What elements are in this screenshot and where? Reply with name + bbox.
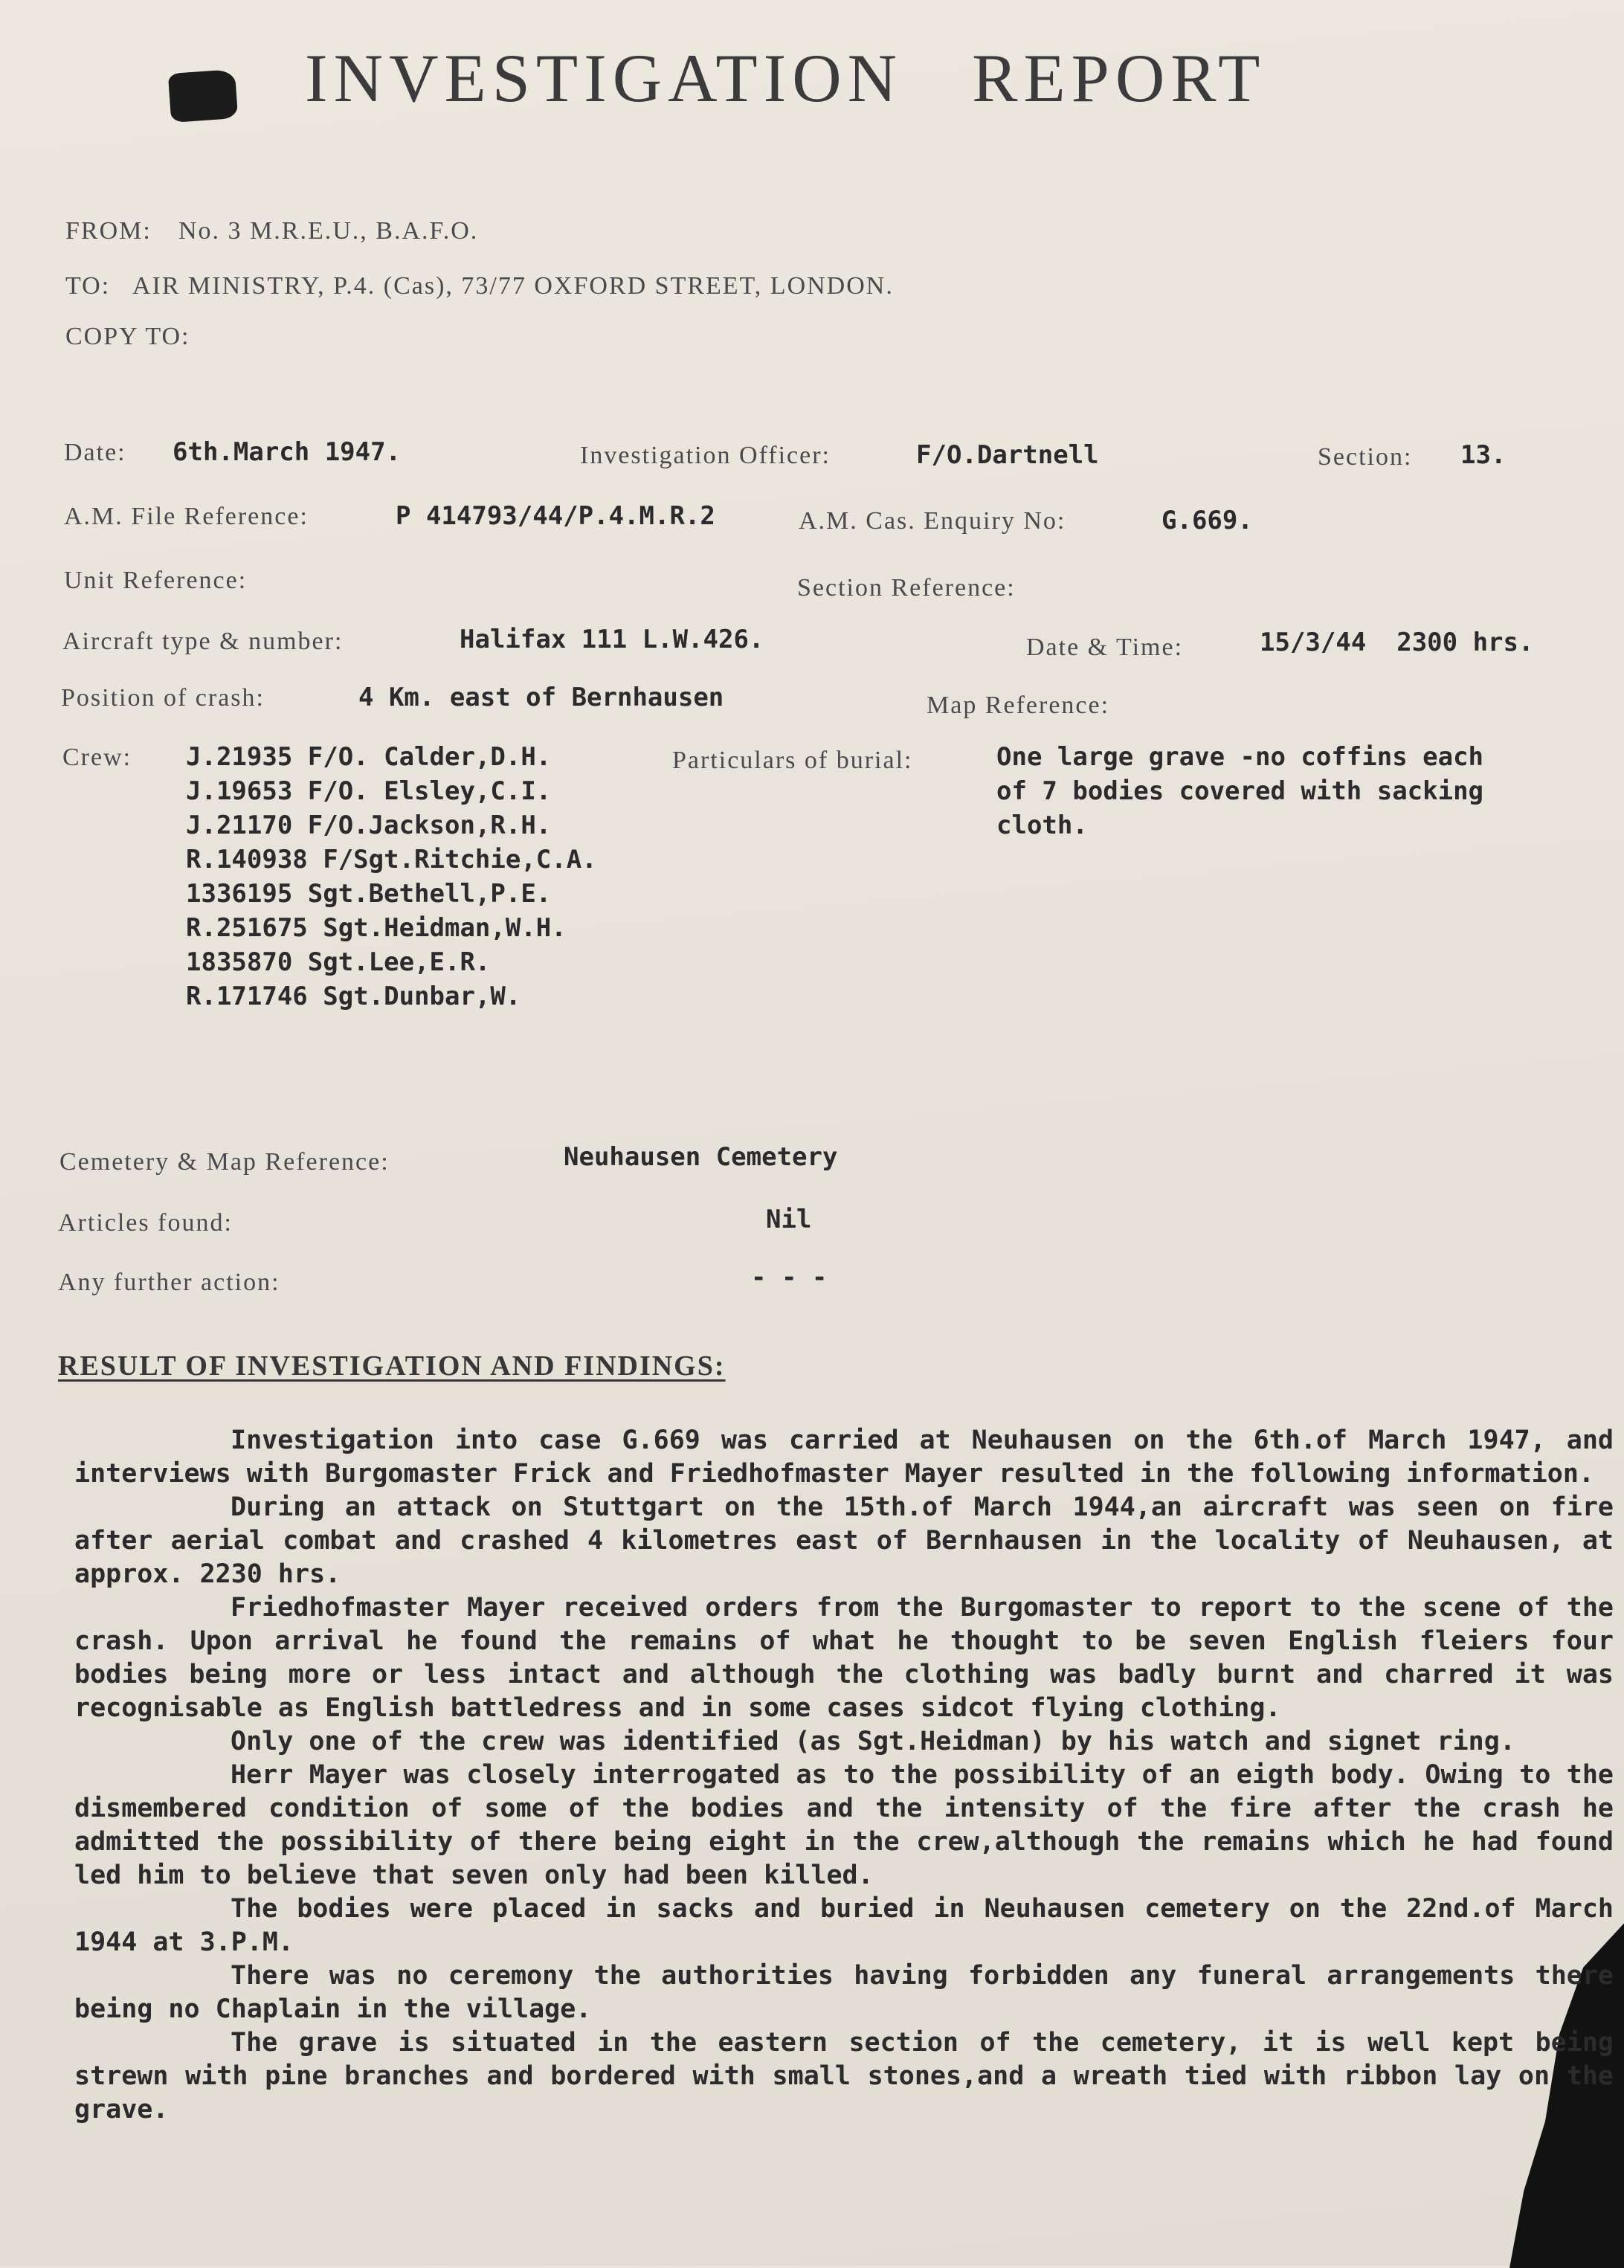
crew-member: R.171746 Sgt.Dunbar,W. [186, 982, 521, 1011]
aircraft-label: Aircraft type & number: [62, 628, 344, 655]
map-reference-label: Map Reference: [927, 692, 1110, 719]
crew-member: 1835870 Sgt.Lee,E.R. [186, 947, 491, 977]
findings-body [74, 1424, 1614, 2127]
am-cas-enquiry-value: G.669. [1161, 506, 1253, 535]
cemetery-reference-label: Cemetery & Map Reference: [59, 1148, 390, 1176]
aircraft-value: Halifax 111 L.W.426. [460, 625, 764, 654]
findings-paragraph: The bodies were placed in sacks and buried in Neuhausen cemetery on the 22nd.of March 1944 at 3.P.M. [74, 1894, 1614, 1957]
copy-to-label: COPY TO: [65, 323, 190, 350]
further-action-label: Any further action: [58, 1269, 280, 1296]
crew-member: R.251675 Sgt.Heidman,W.H. [186, 913, 567, 943]
from-value: No. 3 M.R.E.U., B.A.F.O. [178, 217, 479, 245]
crew-member: R.140938 F/Sgt.Ritchie,C.A. [186, 845, 597, 874]
crew-list [186, 740, 597, 1014]
am-file-reference-label: A.M. File Reference: [64, 503, 309, 530]
to-value: AIR MINISTRY, P.4. (Cas), 73/77 OXFORD STREET, LONDON. [132, 272, 894, 300]
particulars-of-burial-value: One large grave -no coffins each of 7 bodies covered with sacking cloth. [996, 742, 1484, 840]
crew-label: Crew: [62, 744, 132, 771]
ink-blot [168, 69, 238, 123]
section-value: 13. [1460, 440, 1507, 470]
crew-member: J.21935 F/O. Calder,D.H. [186, 742, 552, 772]
investigation-officer-label: Investigation Officer: [580, 442, 831, 469]
investigation-officer-value: F/O.Dartnell [916, 440, 1099, 470]
position-of-crash-value: 4 Km. east of Bernhausen [358, 683, 724, 712]
articles-found-value: Nil [766, 1205, 812, 1234]
particulars-of-burial-label: Particulars of burial: [672, 747, 913, 774]
date-value: 6th.March 1947. [173, 437, 402, 467]
crew-member: 1336195 Sgt.Bethell,P.E. [186, 879, 552, 909]
am-file-reference-value: P 414793/44/P.4.M.R.2 [396, 501, 715, 531]
crew-member: J.21170 F/O.Jackson,R.H. [186, 811, 552, 840]
unit-reference-label: Unit Reference: [64, 567, 248, 594]
document-title: INVESTIGATION REPORT [305, 40, 1266, 116]
articles-found-label: Articles found: [58, 1209, 233, 1237]
findings-paragraph: Herr Mayer was closely interrogated as to the possibility of an eigth body. Owing to the dismembered condition of some of the bodies and the intensity of the fire after the crash he admitted the possibility of there being eight in the crew,although the remains which he had found led him to believe that seven only had been killed. [74, 1760, 1614, 1890]
crew-member: J.19653 F/O. Elsley,C.I. [186, 776, 552, 806]
section-reference-label: Section Reference: [797, 574, 1016, 602]
findings-paragraph: There was no ceremony the authorities having forbidden any funeral arrangements there being no Chaplain in the village. [74, 1961, 1614, 2024]
findings-paragraph: The grave is situated in the eastern section of the cemetery, it is well kept being strewn with pine branches and bordered with small stones,and a wreath tied with ribbon lay on the grave. [74, 2028, 1614, 2124]
position-of-crash-label: Position of crash: [61, 684, 265, 712]
to-label: TO: [65, 272, 111, 300]
findings-heading: RESULT OF INVESTIGATION AND FINDINGS: [58, 1350, 726, 1382]
am-cas-enquiry-label: A.M. Cas. Enquiry No: [799, 507, 1066, 535]
date-time-label: Date & Time: [1026, 634, 1184, 661]
date-time-value: 15/3/44 2300 hrs. [1260, 628, 1534, 657]
section-label: Section: [1318, 443, 1413, 471]
findings-paragraph: Friedhofmaster Mayer received orders from the Burgomaster to report to the scene of the crash. Upon arrival he found the remains of what he thought to be seven English fleiers four bodies being more or less intact and although the clothing was badly burnt and charred it was recognisable as English battledress and in some cases sidcot flying clothing. [74, 1593, 1614, 1723]
further-action-value: - - - [751, 1263, 828, 1292]
findings-paragraph: Investigation into case G.669 was carried at Neuhausen on the 6th.of March 1947, and interviews with Burgomaster Frick and Friedhofmaster Mayer resulted in the following information. [74, 1425, 1614, 1489]
date-label: Date: [64, 439, 126, 466]
from-label: FROM: [65, 217, 152, 245]
findings-paragraph: During an attack on Stuttgart on the 15th.of March 1944,an aircraft was seen on fire after aerial combat and crashed 4 kilometres east of Bernhausen in the locality of Neuhausen, at approx. 2230 hrs. [74, 1492, 1614, 1589]
findings-paragraph: Only one of the crew was identified (as Sgt.Heidman) by his watch and signet ring. [231, 1727, 1515, 1756]
cemetery-reference-value: Neuhausen Cemetery [564, 1142, 838, 1172]
